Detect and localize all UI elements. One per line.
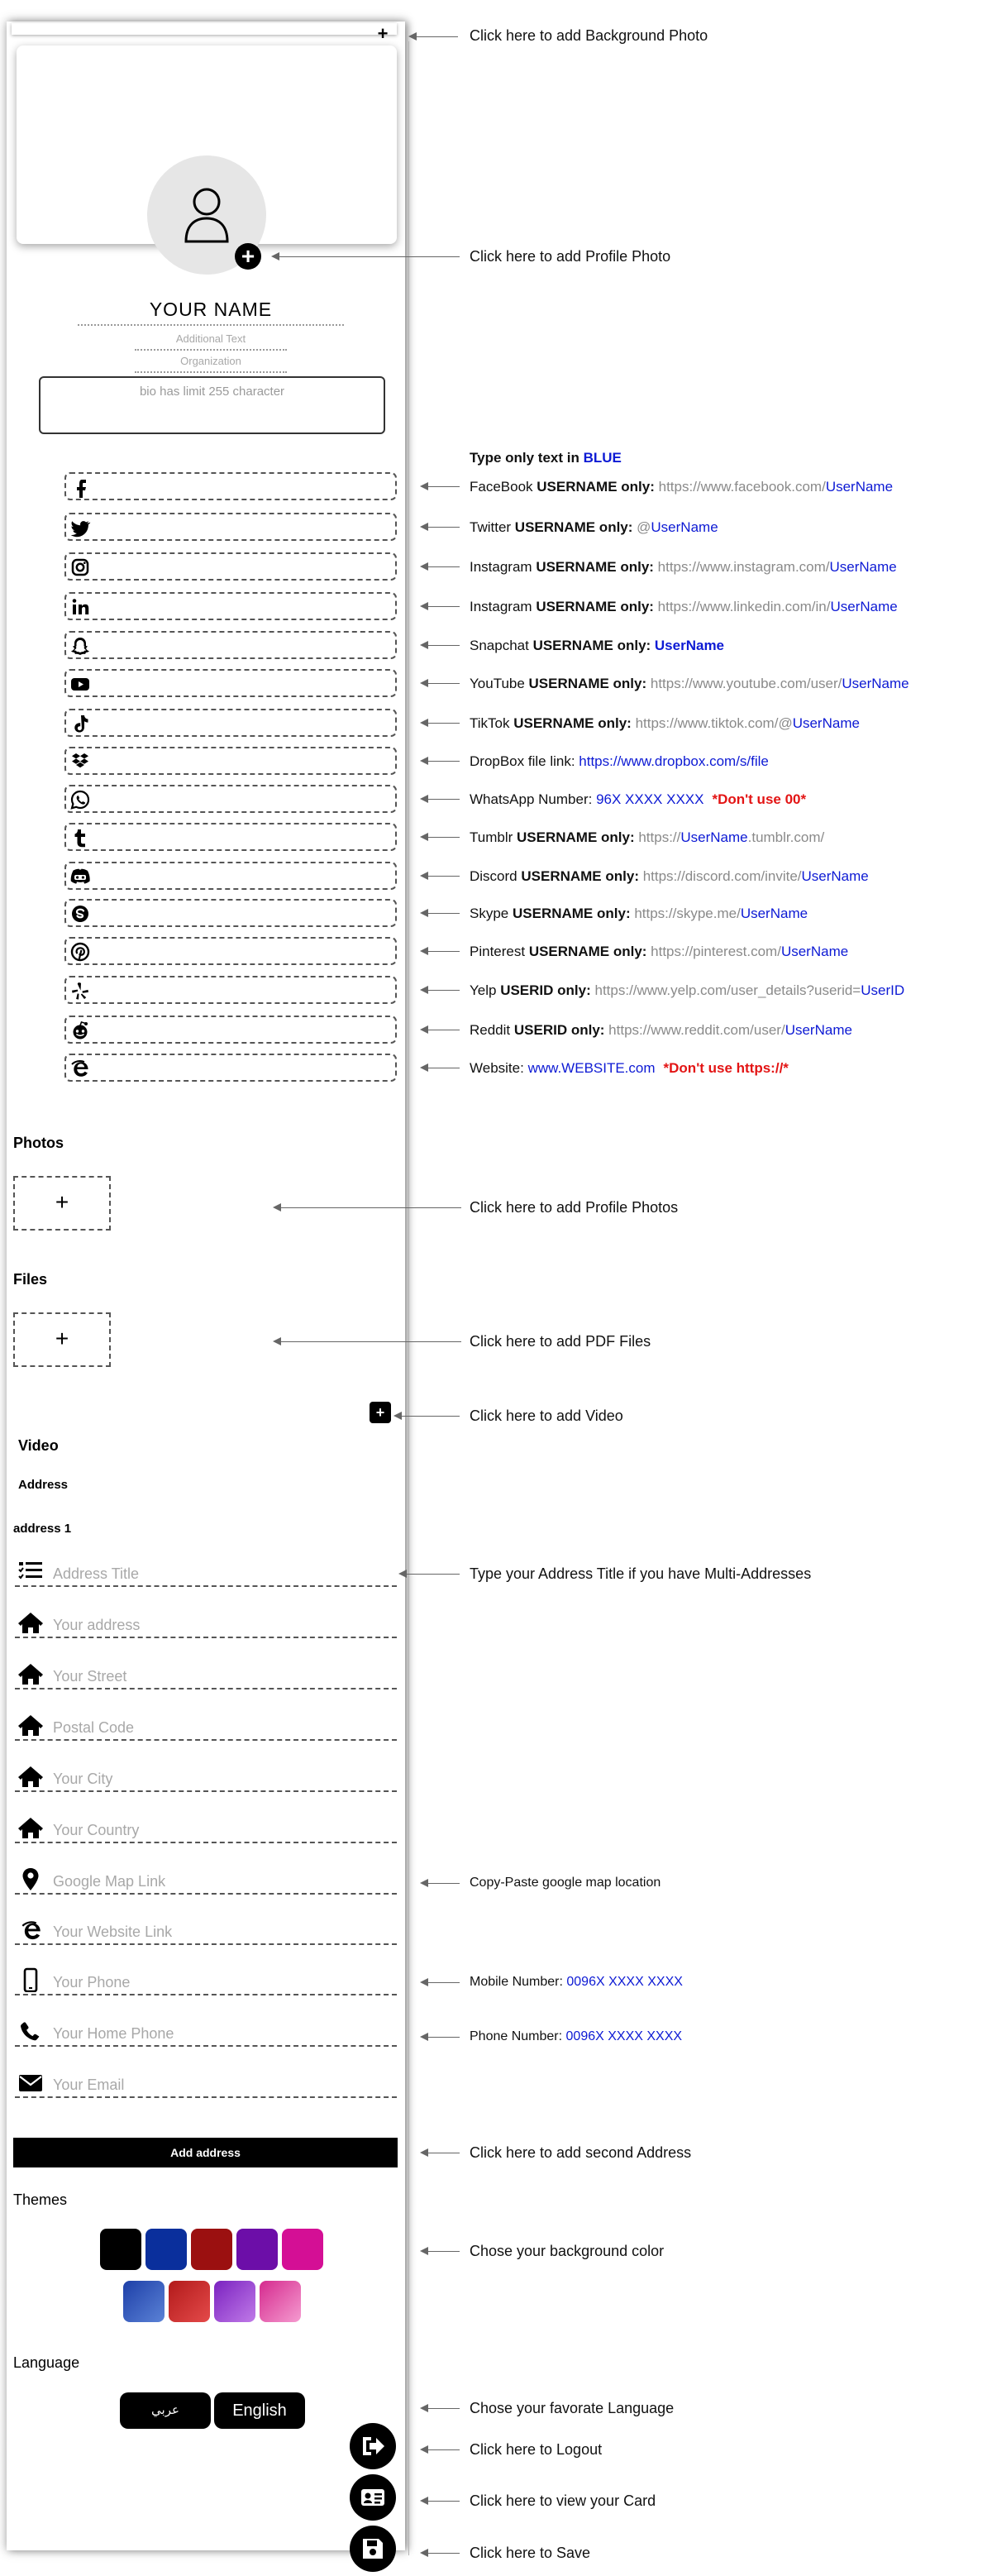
second-address-annotation: Click here to add second Address	[470, 2144, 692, 2161]
background-color-annotation: Chose your background color	[470, 2243, 665, 2259]
pdf-files-arrow	[274, 1341, 461, 1342]
save-button[interactable]	[350, 2526, 396, 2572]
mobile-annotation: Mobile Number: 0096X XXXX XXXX	[470, 1975, 683, 1989]
address-field-postal-code[interactable]	[15, 1713, 397, 1741]
theme-swatch-solid[interactable]	[191, 2229, 232, 2270]
social-input-whatsapp[interactable]	[64, 785, 397, 813]
yelp-icon	[69, 980, 91, 1001]
social-hint-part: Skype	[470, 906, 513, 921]
themes-heading: Themes	[13, 2191, 68, 2208]
home-icon	[17, 1815, 45, 1840]
social-arrow	[422, 527, 460, 528]
social-hint-part: UserName	[830, 599, 898, 614]
skype-icon	[69, 903, 91, 925]
address-field-address-title[interactable]	[15, 1559, 397, 1587]
social-arrow	[422, 606, 460, 607]
social-hint	[470, 638, 724, 654]
social-hint	[470, 1060, 789, 1077]
social-hint	[470, 676, 909, 692]
envelope-icon	[17, 2070, 45, 2095]
english-language-button[interactable]: English	[214, 2392, 305, 2429]
social-hint-part: https://www.facebook.com/	[658, 479, 826, 495]
view-card-arrow	[422, 2501, 460, 2502]
social-hint-part: https://www.youtube.com/user/	[650, 676, 842, 691]
add-address-button[interactable]: Add address	[13, 2138, 398, 2167]
map-annotation: Copy-Paste google map location	[470, 1876, 661, 1890]
social-hint-part: UserName	[651, 519, 718, 535]
social-hint-part: USERNAME only:	[521, 868, 643, 884]
home-icon	[17, 1713, 45, 1737]
social-hint	[470, 559, 897, 576]
add-video-button[interactable]: +	[370, 1402, 391, 1423]
logout-arrow	[422, 2449, 460, 2450]
address-placeholder: Your Home Phone	[53, 2025, 174, 2042]
snapchat-icon	[69, 635, 91, 657]
address-placeholder: Your City	[53, 1771, 113, 1787]
social-hint	[470, 982, 904, 999]
address-heading: Address	[18, 1478, 69, 1492]
social-hint-part: FaceBook	[470, 479, 537, 495]
social-hint-part: *Don't use https://*	[663, 1060, 789, 1076]
address-field-your-email[interactable]	[15, 2070, 397, 2098]
name-input[interactable]: YOUR NAME	[78, 294, 344, 326]
social-hint-part: USERNAME only:	[517, 829, 639, 845]
bg-photo-arrow	[410, 36, 458, 37]
pdf-files-annotation: Click here to add PDF Files	[470, 1333, 651, 1350]
address-placeholder: Address Title	[53, 1565, 140, 1582]
social-hint	[470, 753, 769, 770]
bg-photo-annotation: Click here to add Background Photo	[470, 27, 708, 44]
social-hint	[470, 599, 898, 615]
social-input-linkedin[interactable]	[64, 592, 397, 620]
photos-heading: Photos	[13, 1135, 64, 1151]
user-icon	[184, 185, 230, 243]
social-hint-part: Snapchat	[470, 638, 533, 653]
social-input-tumblr[interactable]	[64, 823, 397, 851]
language-heading: Language	[13, 2354, 80, 2371]
type-only-note: Type only text in BLUE	[470, 450, 622, 466]
language-arrow	[422, 2408, 460, 2409]
social-arrow	[422, 683, 460, 684]
whatsapp-icon	[69, 789, 91, 810]
address-field-your-street[interactable]	[15, 1661, 397, 1689]
home-icon	[17, 1764, 45, 1789]
add-photo-button[interactable]: +	[13, 1176, 111, 1231]
social-hint-part: *Don't use 00*	[712, 791, 807, 807]
profile-photos-arrow	[274, 1207, 461, 1208]
logout-button[interactable]	[350, 2423, 396, 2469]
address-placeholder: Your Email	[53, 2077, 125, 2093]
address-placeholder: Your Phone	[53, 1974, 131, 1991]
website-icon	[69, 1058, 91, 1079]
tiktok-icon	[69, 713, 91, 734]
social-input-twitter[interactable]	[64, 513, 397, 541]
social-arrow	[422, 645, 460, 646]
theme-swatch-gradient[interactable]	[169, 2281, 210, 2322]
language-annotation: Chose your favorate Language	[470, 2400, 675, 2416]
address-title-annotation: Type your Address Title if you have Multi-Addresses	[470, 1565, 812, 1582]
social-hint-part: Instagram	[470, 599, 537, 614]
phone-arrow	[422, 2037, 460, 2038]
address-field-your-city[interactable]	[15, 1764, 397, 1792]
social-input-reddit[interactable]	[64, 1016, 397, 1044]
social-input-youtube[interactable]	[64, 669, 397, 697]
social-hint-part: USERNAME only:	[537, 479, 659, 495]
social-hint	[470, 829, 824, 846]
list-icon	[17, 1559, 45, 1584]
organization-input[interactable]: Organization	[135, 353, 287, 373]
video-arrow	[395, 1416, 460, 1417]
social-hint-part: https://www.instagram.com/	[657, 559, 830, 575]
social-arrow	[422, 951, 460, 952]
address-placeholder: Google Map Link	[53, 1873, 166, 1890]
social-hint-part: https://	[638, 829, 681, 845]
phone-annotation: Phone Number: 0096X XXXX XXXX	[470, 2029, 683, 2043]
panel-divider	[408, 41, 409, 2555]
social-hint	[470, 791, 806, 808]
social-input-instagram[interactable]	[64, 552, 397, 581]
social-hint-part: UserName	[680, 829, 748, 845]
social-arrow	[422, 990, 460, 991]
social-hint	[470, 944, 848, 960]
profile-photo-arrow	[273, 256, 460, 257]
social-hint-part: UserName	[785, 1022, 852, 1038]
map-pin-icon	[17, 1866, 45, 1891]
address-title-arrow	[400, 1574, 460, 1575]
social-hint-part: Instagram	[470, 559, 537, 575]
social-hint-part: https://www.yelp.com/user_details?userid=	[594, 982, 861, 998]
background-photo-bar	[12, 23, 397, 35]
address-field-your-country[interactable]	[15, 1815, 397, 1843]
theme-swatch-solid[interactable]	[100, 2229, 141, 2270]
social-hint-part: USERNAME only:	[528, 944, 651, 959]
social-hint-part: UserName	[801, 868, 869, 884]
social-hint-part: Reddit	[470, 1022, 514, 1038]
social-hint-part: USERNAME only:	[532, 638, 655, 653]
address-placeholder: Your address	[53, 1617, 141, 1633]
social-hint-part: https://www.tiktok.com/@	[635, 715, 793, 731]
social-hint-part: Tumblr	[470, 829, 517, 845]
additional-text-input[interactable]: Additional Text	[135, 331, 287, 351]
social-input-pinterest[interactable]	[64, 937, 397, 965]
social-arrow	[422, 799, 460, 800]
social-hint-part: USERNAME only:	[536, 559, 658, 575]
video-heading: Video	[18, 1437, 59, 1454]
social-arrow	[422, 837, 460, 838]
twitter-icon	[69, 517, 91, 538]
reddit-icon	[69, 1020, 91, 1041]
id-card-icon	[360, 2484, 386, 2511]
map-arrow	[422, 1883, 460, 1884]
address-placeholder: Your Country	[53, 1822, 140, 1838]
social-input-skype[interactable]	[64, 899, 397, 927]
instagram-icon	[69, 557, 91, 578]
social-hint-part: USERNAME only:	[513, 715, 636, 731]
social-hint-part: Pinterest	[470, 944, 529, 959]
social-hint-part: USERNAME only:	[536, 599, 658, 614]
bio-textarea[interactable]: bio has limit 255 character	[39, 376, 385, 434]
social-arrow	[422, 723, 460, 724]
facebook-icon	[69, 476, 91, 498]
social-hint-part: https://skype.me/	[634, 906, 741, 921]
address-item-label: address 1	[13, 1522, 72, 1536]
social-hint	[470, 906, 808, 922]
social-hint-part: YouTube	[470, 676, 529, 691]
video-annotation: Click here to add Video	[470, 1407, 623, 1424]
social-hint-part: 96X XXXX XXXX	[596, 791, 704, 807]
theme-swatch-solid[interactable]	[236, 2229, 278, 2270]
social-hint	[470, 715, 860, 732]
social-hint-part: https://www.reddit.com/user/	[608, 1022, 785, 1038]
social-hint-part: .tumblr.com/	[747, 829, 825, 845]
logout-annotation: Click here to Logout	[470, 2441, 603, 2458]
address-field-your-home-phone[interactable]	[15, 2019, 397, 2047]
social-hint-part: @	[637, 519, 651, 535]
tumblr-icon	[69, 827, 91, 848]
arabic-language-button[interactable]: عربي	[120, 2392, 211, 2429]
social-arrow	[422, 913, 460, 914]
social-hint	[470, 1022, 852, 1039]
dropbox-icon	[69, 751, 91, 772]
social-hint-part: UserName	[792, 715, 860, 731]
view-card-button[interactable]	[350, 2474, 396, 2521]
add-profile-photo-button[interactable]: +	[235, 243, 261, 270]
social-hint-part: USERID only:	[500, 982, 595, 998]
social-hint-part: USERID only:	[513, 1022, 609, 1038]
theme-swatch-gradient[interactable]	[260, 2281, 301, 2322]
social-input-dropbox[interactable]	[64, 747, 397, 775]
pinterest-icon	[69, 941, 91, 963]
theme-swatch-gradient[interactable]	[123, 2281, 165, 2322]
social-hint-part: Twitter	[470, 519, 515, 535]
mobile-arrow	[422, 1982, 460, 1983]
social-hint-part: https://pinterest.com/	[651, 944, 781, 959]
social-hint-part: USERNAME only:	[514, 519, 637, 535]
social-arrow	[422, 486, 460, 487]
save-arrow	[422, 2553, 460, 2554]
profile-photo-annotation: Click here to add Profile Photo	[470, 248, 671, 265]
social-hint-part: https://www.dropbox.com/s/file	[579, 753, 769, 769]
social-input-facebook[interactable]	[64, 472, 397, 500]
address-field-your-address[interactable]	[15, 1610, 397, 1638]
social-arrow	[422, 876, 460, 877]
linkedin-icon	[69, 596, 91, 618]
social-arrow	[422, 761, 460, 762]
theme-swatch-solid[interactable]	[145, 2229, 187, 2270]
social-input-website[interactable]	[64, 1054, 397, 1082]
social-input-discord[interactable]	[64, 862, 397, 890]
social-hint-part: UserName	[842, 676, 909, 691]
social-hint-part: Website:	[470, 1060, 528, 1076]
social-input-snapchat[interactable]	[64, 631, 397, 659]
social-hint	[470, 868, 869, 885]
address-field-your-phone[interactable]	[15, 1967, 397, 1995]
social-hint-part: USERNAME only:	[512, 906, 635, 921]
phone-icon	[17, 2019, 45, 2043]
save-annotation: Click here to Save	[470, 2545, 591, 2561]
save-icon	[360, 2535, 386, 2562]
social-hint-part: USERNAME only:	[528, 676, 651, 691]
social-hint	[470, 519, 718, 536]
social-hint-part: UserName	[829, 559, 897, 575]
address-placeholder: Postal Code	[53, 1719, 135, 1736]
home-icon	[17, 1610, 45, 1635]
social-input-yelp[interactable]	[64, 976, 397, 1004]
theme-swatch-gradient[interactable]	[214, 2281, 255, 2322]
social-hint-part: https://discord.com/invite/	[642, 868, 802, 884]
add-file-button[interactable]: +	[13, 1312, 111, 1367]
address-field-google-map-link[interactable]	[15, 1866, 397, 1895]
social-hint-part: https://www.linkedin.com/in/	[657, 599, 831, 614]
social-hint	[470, 479, 893, 495]
social-hint-part: TikTok	[470, 715, 514, 731]
website-icon	[17, 1917, 45, 1942]
logout-icon	[360, 2433, 386, 2459]
discord-icon	[69, 866, 91, 887]
view-card-annotation: Click here to view your Card	[470, 2492, 656, 2509]
files-heading: Files	[13, 1271, 48, 1288]
social-hint-part: WhatsApp Number:	[470, 791, 597, 807]
social-hint-part: www.WEBSITE.com	[527, 1060, 656, 1076]
address-field-your-website-link[interactable]	[15, 1917, 397, 1945]
social-hint-part: UserName	[740, 906, 808, 921]
address-placeholder: Your Website Link	[53, 1924, 173, 1940]
social-hint-part: UserName	[780, 944, 849, 959]
social-hint-part: Yelp	[470, 982, 501, 998]
profile-photos-annotation: Click here to add Profile Photos	[470, 1199, 679, 1216]
social-input-tiktok[interactable]	[64, 709, 397, 737]
social-hint-part: UserID	[861, 982, 905, 998]
youtube-icon	[69, 673, 91, 695]
add-background-photo-button[interactable]: +	[377, 23, 389, 44]
social-hint-part: UserName	[825, 479, 894, 495]
social-hint-part: DropBox file link:	[470, 753, 579, 769]
social-hint-part: Discord	[470, 868, 522, 884]
background-color-arrow	[422, 2251, 460, 2252]
social-hint-part: UserName	[654, 638, 725, 653]
mobile-icon	[17, 1967, 45, 1992]
social-arrow	[422, 566, 460, 567]
theme-swatch-solid[interactable]	[282, 2229, 323, 2270]
home-icon	[17, 1661, 45, 1686]
address-placeholder: Your Street	[53, 1668, 127, 1685]
